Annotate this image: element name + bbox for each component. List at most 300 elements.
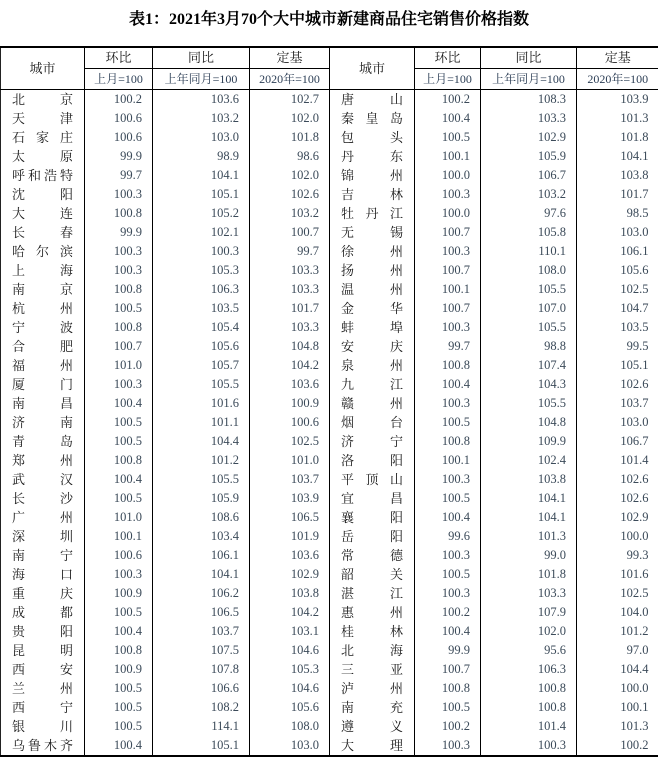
yoy-value-right: 107.4: [481, 356, 577, 375]
mom-value-left: 100.5: [85, 698, 153, 717]
yoy-value-left: 106.1: [153, 546, 250, 565]
city-cell-right: 襄阳: [330, 508, 415, 527]
city-cell-left: 昆明: [1, 641, 85, 660]
yoy-value-right: 107.9: [481, 603, 577, 622]
city-cell-left: 西安: [1, 660, 85, 679]
fixed-value-left: 102.5: [250, 432, 330, 451]
table-row: [1, 185, 658, 204]
fixed-value-left: 103.7: [250, 470, 330, 489]
fixed-value-right: 100.1: [620, 700, 649, 714]
page-title: 表1：2021年3月70个大中城市新建商品住宅销售价格指数: [128, 11, 529, 28]
mom-value-right: 100.3: [415, 584, 481, 603]
yoy-value-left: 106.3: [153, 280, 250, 299]
city-cell-right: 泸州: [330, 679, 415, 698]
table-row: [1, 128, 658, 147]
mom-value-right: 100.4: [415, 109, 481, 128]
mom-value-left: 100.5: [85, 489, 153, 508]
header-mom-base-left: 上月=100: [85, 69, 153, 90]
city-cell-left: 石家庄: [1, 128, 85, 147]
table-row: [1, 356, 658, 375]
yoy-value-left: 104.1: [153, 565, 250, 584]
mom-value-right: 100.5: [415, 698, 481, 717]
yoy-value-right: 107.0: [481, 299, 577, 318]
mom-value-left: 100.3: [85, 242, 153, 261]
city-cell-right: 三亚: [330, 660, 415, 679]
fixed-value-left: 102.0: [250, 109, 330, 128]
city-cell-right: 北海: [330, 641, 415, 660]
city-cell-right: 韶关: [330, 565, 415, 584]
table-row: [1, 318, 658, 337]
mom-value-right: 100.1: [415, 451, 481, 470]
mom-value-left: 100.4: [85, 470, 153, 489]
city-cell-right: 秦皇岛: [330, 109, 415, 128]
header-yoy-right: 同比: [481, 47, 577, 69]
table-row: [1, 280, 658, 299]
fixed-value-right: 99.3: [626, 548, 649, 562]
fixed-value-right: 103.5: [620, 320, 649, 334]
header-yoy-base-left: 上年同月=100: [153, 69, 250, 90]
table-row: [1, 166, 658, 185]
fixed-value-left: 104.6: [250, 641, 330, 660]
mom-value-right: 100.7: [415, 299, 481, 318]
city-cell-right: 吉林: [330, 185, 415, 204]
mom-value-left: 100.5: [85, 413, 153, 432]
fixed-value-left: 103.9: [250, 489, 330, 508]
fixed-value-right: 105.1: [620, 358, 649, 372]
table-row: [1, 527, 658, 546]
mom-value-left: 100.9: [85, 584, 153, 603]
yoy-value-right: 98.8: [481, 337, 577, 356]
mom-value-left: 101.0: [85, 356, 153, 375]
fixed-value-right: 101.3: [620, 111, 649, 125]
city-cell-right: 牡丹江: [330, 204, 415, 223]
mom-value-left: 100.6: [85, 128, 153, 147]
fixed-value-left: 100.7: [250, 223, 330, 242]
table-row: [1, 413, 658, 432]
yoy-value-right: 104.1: [481, 508, 577, 527]
yoy-value-right: 106.7: [481, 166, 577, 185]
yoy-value-left: 105.5: [153, 470, 250, 489]
yoy-value-left: 101.6: [153, 394, 250, 413]
fixed-value-right: 101.6: [620, 567, 649, 581]
mom-value-left: 100.3: [85, 261, 153, 280]
mom-value-left: 100.3: [85, 185, 153, 204]
city-cell-left: 贵阳: [1, 622, 85, 641]
city-cell-left: 南昌: [1, 394, 85, 413]
table-row: [1, 603, 658, 622]
yoy-value-right: 105.5: [481, 394, 577, 413]
city-cell-right: 惠州: [330, 603, 415, 622]
yoy-value-right: 105.8: [481, 223, 577, 242]
city-cell-right: 蚌埠: [330, 318, 415, 337]
city-cell-left: 合肥: [1, 337, 85, 356]
header-yoy-left: 同比: [153, 47, 250, 69]
fixed-value-right: 105.6: [620, 263, 649, 277]
fixed-value-right: 106.7: [620, 434, 649, 448]
city-cell-right: 安庆: [330, 337, 415, 356]
table-row: [1, 90, 658, 110]
city-cell-left: 乌鲁木齐: [1, 736, 85, 756]
city-cell-right: 金华: [330, 299, 415, 318]
table-row: [1, 508, 658, 527]
mom-value-right: 100.3: [415, 736, 481, 756]
yoy-value-right: 103.8: [481, 470, 577, 489]
mom-value-right: 100.7: [415, 660, 481, 679]
yoy-value-right: 101.4: [481, 717, 577, 736]
city-cell-left: 太原: [1, 147, 85, 166]
mom-value-right: 99.6: [415, 527, 481, 546]
fixed-value-right: 102.6: [620, 377, 649, 391]
yoy-value-left: 107.8: [153, 660, 250, 679]
table-row: [1, 394, 658, 413]
table-header: [1, 47, 658, 90]
mom-value-right: 100.4: [415, 622, 481, 641]
mom-value-left: 100.5: [85, 432, 153, 451]
mom-value-left: 99.9: [85, 223, 153, 242]
city-cell-right: 遵义: [330, 717, 415, 736]
header-fixedbase-right: 定基: [577, 47, 658, 69]
yoy-value-left: 101.1: [153, 413, 250, 432]
city-cell-left: 上海: [1, 261, 85, 280]
yoy-value-right: 103.3: [481, 109, 577, 128]
fixed-value-right: 101.4: [620, 453, 649, 467]
table-row: [1, 470, 658, 489]
table-row: [1, 242, 658, 261]
mom-value-left: 100.5: [85, 679, 153, 698]
table-body: [1, 90, 658, 757]
table-row: [1, 109, 658, 128]
fixed-value-right: 101.7: [620, 187, 649, 201]
city-cell-left: 西宁: [1, 698, 85, 717]
city-cell-right: 无锡: [330, 223, 415, 242]
table-row: [1, 299, 658, 318]
yoy-value-left: 105.3: [153, 261, 250, 280]
city-cell-left: 长沙: [1, 489, 85, 508]
fixed-value-left: 104.2: [250, 356, 330, 375]
fixed-value-right: 101.8: [620, 130, 649, 144]
yoy-value-left: 105.1: [153, 736, 250, 756]
fixed-value-left: 103.2: [250, 204, 330, 223]
yoy-value-left: 103.0: [153, 128, 250, 147]
yoy-value-left: 102.1: [153, 223, 250, 242]
table-row: [1, 375, 658, 394]
city-cell-right: 包头: [330, 128, 415, 147]
yoy-value-right: 97.6: [481, 204, 577, 223]
fixed-value-right: 103.7: [620, 396, 649, 410]
header-fixedbase-left: 定基: [250, 47, 330, 69]
yoy-value-right: 109.9: [481, 432, 577, 451]
fixed-value-right: 102.5: [620, 282, 649, 296]
city-cell-left: 福州: [1, 356, 85, 375]
mom-value-right: 100.5: [415, 413, 481, 432]
fixed-value-right: 104.7: [620, 301, 649, 315]
yoy-value-left: 105.4: [153, 318, 250, 337]
mom-value-right: 100.3: [415, 470, 481, 489]
mom-value-left: 100.8: [85, 318, 153, 337]
mom-value-right: 100.5: [415, 128, 481, 147]
table-row: [1, 432, 658, 451]
yoy-value-left: 105.1: [153, 185, 250, 204]
yoy-value-right: 104.8: [481, 413, 577, 432]
yoy-value-right: 102.9: [481, 128, 577, 147]
city-cell-right: 唐山: [330, 90, 415, 110]
yoy-value-left: 108.2: [153, 698, 250, 717]
mom-value-left: 99.9: [85, 147, 153, 166]
yoy-value-left: 108.6: [153, 508, 250, 527]
yoy-value-left: 103.4: [153, 527, 250, 546]
city-cell-right: 南充: [330, 698, 415, 717]
yoy-value-right: 99.0: [481, 546, 577, 565]
mom-value-left: 100.4: [85, 394, 153, 413]
fixed-value-left: 102.9: [250, 565, 330, 584]
city-cell-right: 宜昌: [330, 489, 415, 508]
table-row: [1, 584, 658, 603]
mom-value-left: 100.6: [85, 109, 153, 128]
yoy-value-left: 106.5: [153, 603, 250, 622]
table-row: [1, 679, 658, 698]
yoy-value-right: 102.0: [481, 622, 577, 641]
fixed-value-left: 103.8: [250, 584, 330, 603]
yoy-value-left: 98.9: [153, 147, 250, 166]
mom-value-right: 100.0: [415, 166, 481, 185]
yoy-value-left: 103.2: [153, 109, 250, 128]
yoy-value-left: 107.5: [153, 641, 250, 660]
fixed-value-right: 102.5: [620, 586, 649, 600]
fixed-value-right: 100.0: [620, 681, 649, 695]
fixed-value-left: 105.3: [250, 660, 330, 679]
fixed-value-left: 101.7: [250, 299, 330, 318]
fixed-value-left: 103.6: [250, 375, 330, 394]
yoy-value-left: 114.1: [153, 717, 250, 736]
mom-value-left: 100.4: [85, 736, 153, 756]
fixed-value-left: 103.3: [250, 318, 330, 337]
mom-value-left: 99.7: [85, 166, 153, 185]
city-cell-right: 赣州: [330, 394, 415, 413]
city-cell-right: 常德: [330, 546, 415, 565]
fixed-value-left: 100.9: [250, 394, 330, 413]
city-cell-left: 海口: [1, 565, 85, 584]
fixed-value-right: 100.2: [620, 738, 649, 752]
city-cell-left: 广州: [1, 508, 85, 527]
city-cell-right: 济宁: [330, 432, 415, 451]
yoy-value-left: 104.4: [153, 432, 250, 451]
city-cell-left: 郑州: [1, 451, 85, 470]
mom-value-left: 100.3: [85, 375, 153, 394]
city-cell-left: 大连: [1, 204, 85, 223]
fixed-value-left: 102.0: [250, 166, 330, 185]
mom-value-right: 100.8: [415, 356, 481, 375]
fixed-value-right: 103.8: [620, 168, 649, 182]
fixed-value-left: 104.2: [250, 603, 330, 622]
mom-value-right: 100.1: [415, 147, 481, 166]
yoy-value-right: 104.1: [481, 489, 577, 508]
fixed-value-left: 103.3: [250, 261, 330, 280]
city-cell-right: 桂林: [330, 622, 415, 641]
mom-value-right: 99.7: [415, 337, 481, 356]
yoy-value-right: 105.5: [481, 280, 577, 299]
fixed-value-right: 103.9: [620, 92, 649, 106]
city-cell-left: 长春: [1, 223, 85, 242]
table-row: [1, 261, 658, 280]
mom-value-left: 100.8: [85, 451, 153, 470]
mom-value-right: 100.0: [415, 204, 481, 223]
fixed-value-left: 103.0: [250, 736, 330, 756]
city-cell-left: 宁波: [1, 318, 85, 337]
table-row: [1, 736, 658, 756]
mom-value-right: 100.3: [415, 185, 481, 204]
fixed-value-left: 106.5: [250, 508, 330, 527]
city-cell-right: 大理: [330, 736, 415, 756]
yoy-value-left: 104.1: [153, 166, 250, 185]
fixed-value-left: 103.1: [250, 622, 330, 641]
city-cell-left: 兰州: [1, 679, 85, 698]
mom-value-right: 100.3: [415, 394, 481, 413]
fixed-value-right: 103.0: [620, 415, 649, 429]
header-row-1: [1, 47, 658, 69]
yoy-value-right: 105.9: [481, 147, 577, 166]
fixed-value-left: 101.8: [250, 128, 330, 147]
fixed-value-right: 104.4: [620, 662, 649, 676]
fixed-value-right: 101.3: [620, 719, 649, 733]
yoy-value-right: 103.2: [481, 185, 577, 204]
yoy-value-left: 105.9: [153, 489, 250, 508]
header-mom-base-right: 上月=100: [415, 69, 481, 90]
fixed-value-right: 104.0: [620, 605, 649, 619]
yoy-value-left: 105.2: [153, 204, 250, 223]
table-row: [1, 147, 658, 166]
mom-value-left: 100.1: [85, 527, 153, 546]
yoy-value-left: 103.6: [153, 90, 250, 110]
yoy-value-right: 106.3: [481, 660, 577, 679]
city-cell-right: 丹东: [330, 147, 415, 166]
fixed-value-right: 100.0: [620, 529, 649, 543]
yoy-value-left: 100.3: [153, 242, 250, 261]
mom-value-right: 100.8: [415, 432, 481, 451]
yoy-value-right: 108.3: [481, 90, 577, 110]
fixed-value-right: 106.1: [620, 244, 649, 258]
city-cell-left: 沈阳: [1, 185, 85, 204]
fixed-value-left: 108.0: [250, 717, 330, 736]
mom-value-right: 100.5: [415, 565, 481, 584]
fixed-value-left: 100.6: [250, 413, 330, 432]
yoy-value-right: 102.4: [481, 451, 577, 470]
mom-value-left: 100.8: [85, 641, 153, 660]
mom-value-left: 100.8: [85, 280, 153, 299]
fixed-value-right: 102.6: [620, 472, 649, 486]
city-cell-right: 平顶山: [330, 470, 415, 489]
yoy-value-right: 100.3: [481, 736, 577, 756]
yoy-value-right: 105.5: [481, 318, 577, 337]
mom-value-right: 99.9: [415, 641, 481, 660]
yoy-value-left: 106.2: [153, 584, 250, 603]
header-yoy-base-right: 上年同月=100: [481, 69, 577, 90]
mom-value-right: 100.7: [415, 223, 481, 242]
city-cell-right: 锦州: [330, 166, 415, 185]
fixed-value-left: 101.9: [250, 527, 330, 546]
yoy-value-right: 100.8: [481, 679, 577, 698]
city-cell-left: 厦门: [1, 375, 85, 394]
fixed-value-left: 99.7: [250, 242, 330, 261]
fixed-value-left: 102.7: [250, 90, 330, 110]
table-row: [1, 717, 658, 736]
mom-value-right: 100.2: [415, 717, 481, 736]
city-cell-left: 成都: [1, 603, 85, 622]
fixed-value-left: 104.8: [250, 337, 330, 356]
fixed-value-left: 102.6: [250, 185, 330, 204]
mom-value-right: 100.3: [415, 546, 481, 565]
mom-value-left: 100.2: [85, 90, 153, 110]
table-row: [1, 622, 658, 641]
fixed-value-right: 104.1: [620, 149, 649, 163]
yoy-value-left: 106.6: [153, 679, 250, 698]
mom-value-right: 100.3: [415, 318, 481, 337]
table-row: [1, 565, 658, 584]
yoy-value-left: 105.6: [153, 337, 250, 356]
mom-value-left: 100.8: [85, 204, 153, 223]
header-city-left: 城市: [1, 47, 85, 90]
city-cell-left: 重庆: [1, 584, 85, 603]
table-row: [1, 337, 658, 356]
table-row: [1, 698, 658, 717]
table-row: [1, 489, 658, 508]
city-cell-left: 青岛: [1, 432, 85, 451]
header-fixedbase-base-left: 2020年=100: [250, 69, 330, 90]
fixed-value-right: 102.9: [620, 510, 649, 524]
city-cell-right: 扬州: [330, 261, 415, 280]
header-mom-left: 环比: [85, 47, 153, 69]
fixed-value-left: 104.6: [250, 679, 330, 698]
header-city-right: 城市: [330, 47, 415, 90]
mom-value-right: 100.8: [415, 679, 481, 698]
fixed-value-left: 103.6: [250, 546, 330, 565]
mom-value-right: 100.3: [415, 242, 481, 261]
city-cell-left: 天津: [1, 109, 85, 128]
header-mom-right: 环比: [415, 47, 481, 69]
mom-value-left: 100.3: [85, 565, 153, 584]
city-cell-left: 武汉: [1, 470, 85, 489]
yoy-value-left: 101.2: [153, 451, 250, 470]
mom-value-right: 100.2: [415, 603, 481, 622]
mom-value-left: 100.4: [85, 622, 153, 641]
city-cell-right: 九江: [330, 375, 415, 394]
mom-value-left: 100.5: [85, 717, 153, 736]
yoy-value-right: 104.3: [481, 375, 577, 394]
yoy-value-left: 105.5: [153, 375, 250, 394]
header-row-2: [1, 69, 658, 90]
city-cell-left: 银川: [1, 717, 85, 736]
mom-value-left: 100.9: [85, 660, 153, 679]
mom-value-right: 100.4: [415, 375, 481, 394]
city-cell-left: 呼和浩特: [1, 166, 85, 185]
mom-value-left: 100.7: [85, 337, 153, 356]
fixed-value-left: 105.6: [250, 698, 330, 717]
mom-value-right: 100.2: [415, 90, 481, 110]
price-index-table: [0, 46, 658, 757]
yoy-value-right: 101.3: [481, 527, 577, 546]
fixed-value-right: 103.0: [620, 225, 649, 239]
fixed-value-right: 101.2: [620, 624, 649, 638]
city-cell-right: 洛阳: [330, 451, 415, 470]
fixed-value-left: 98.6: [250, 147, 330, 166]
yoy-value-left: 105.7: [153, 356, 250, 375]
city-cell-left: 哈尔滨: [1, 242, 85, 261]
yoy-value-left: 103.7: [153, 622, 250, 641]
city-cell-right: 湛江: [330, 584, 415, 603]
mom-value-left: 100.6: [85, 546, 153, 565]
mom-value-left: 100.5: [85, 299, 153, 318]
fixed-value-right: 98.5: [626, 206, 649, 220]
city-cell-right: 温州: [330, 280, 415, 299]
